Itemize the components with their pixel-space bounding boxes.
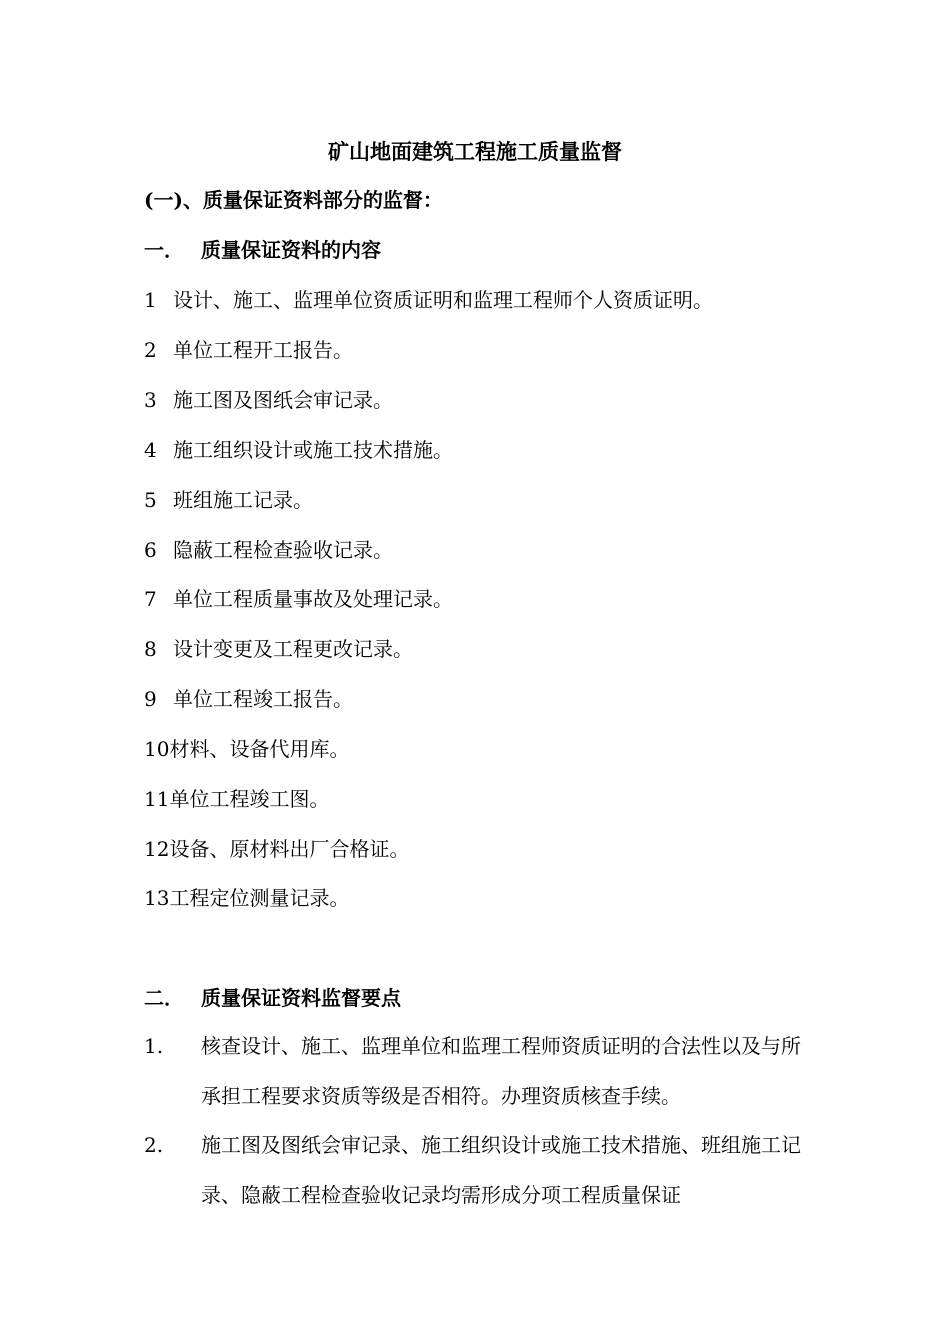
item-text: 班组施工记录。	[173, 488, 313, 512]
item-number: 8	[144, 637, 157, 661]
item-number: 2	[144, 338, 157, 362]
section1-number: 一．	[144, 238, 184, 262]
list-item	[144, 585, 453, 613]
item-text: 隐蔽工程检查验收记录。	[173, 538, 393, 562]
item-text: 工程定位测量记录。	[169, 886, 350, 910]
item-text: 单位工程质量事故及处理记录。	[173, 587, 453, 611]
item-number: 2.	[144, 1133, 164, 1157]
item-text: 核查设计、施工、监理单位和监理工程师资质证明的合法性以及与所承担工程要求资质等级是否相符。办理资质核查手续。	[201, 1034, 801, 1108]
section1-title: 质量保证资料的内容	[201, 238, 381, 262]
item-number: 1.	[144, 1034, 164, 1058]
section2-heading	[144, 984, 401, 1012]
item-number: 11	[144, 787, 170, 811]
list-item	[144, 336, 353, 364]
list-item	[144, 1120, 812, 1220]
list-item	[144, 536, 393, 564]
item-text: 设计、施工、监理单位资质证明和监理工程师个人资质证明。	[173, 288, 713, 312]
section2-number: 二．	[144, 986, 184, 1010]
item-number: 10	[144, 737, 170, 761]
item-text: 单位工程开工报告。	[173, 338, 353, 362]
item-number: 6	[144, 538, 157, 562]
list-item	[144, 635, 413, 663]
list-item	[144, 386, 393, 414]
list-item	[144, 785, 329, 813]
section2-title: 质量保证资料监督要点	[201, 986, 401, 1010]
list-item	[144, 436, 453, 464]
document-title: 矿山地面建筑工程施工质量监督	[328, 139, 622, 164]
list-item	[144, 835, 409, 863]
item-text: 单位工程竣工图。	[169, 787, 330, 811]
item-number: 12	[144, 837, 170, 861]
list-item	[144, 685, 353, 713]
item-number: 13	[144, 886, 170, 910]
list-item	[144, 1021, 812, 1121]
item-number: 7	[144, 587, 157, 611]
item-text: 单位工程竣工报告。	[173, 687, 353, 711]
list-item	[144, 486, 313, 514]
item-text: 设计变更及工程更改记录。	[173, 637, 413, 661]
part-heading: (一)、质量保证资料部分的监督：	[144, 188, 443, 212]
item-text: 施工图及图纸会审记录。	[173, 388, 393, 412]
item-text: 施工组织设计或施工技术措施。	[173, 438, 453, 462]
item-number: 3	[144, 388, 157, 412]
item-text: 施工图及图纸会审记录、施工组织设计或施工技术措施、班组施工记录、隐蔽工程检查验收记录均需形成分项工程质量保证	[201, 1133, 801, 1207]
item-number: 1	[144, 288, 157, 312]
item-number: 5	[144, 488, 157, 512]
list-item	[144, 286, 713, 314]
item-number: 9	[144, 687, 157, 711]
list-item	[144, 884, 349, 912]
item-text: 设备、原材料出厂合格证。	[169, 837, 410, 861]
list-item	[144, 735, 349, 763]
item-text: 材料、设备代用库。	[169, 737, 350, 761]
section1-heading	[144, 236, 381, 264]
item-number: 4	[144, 438, 157, 462]
